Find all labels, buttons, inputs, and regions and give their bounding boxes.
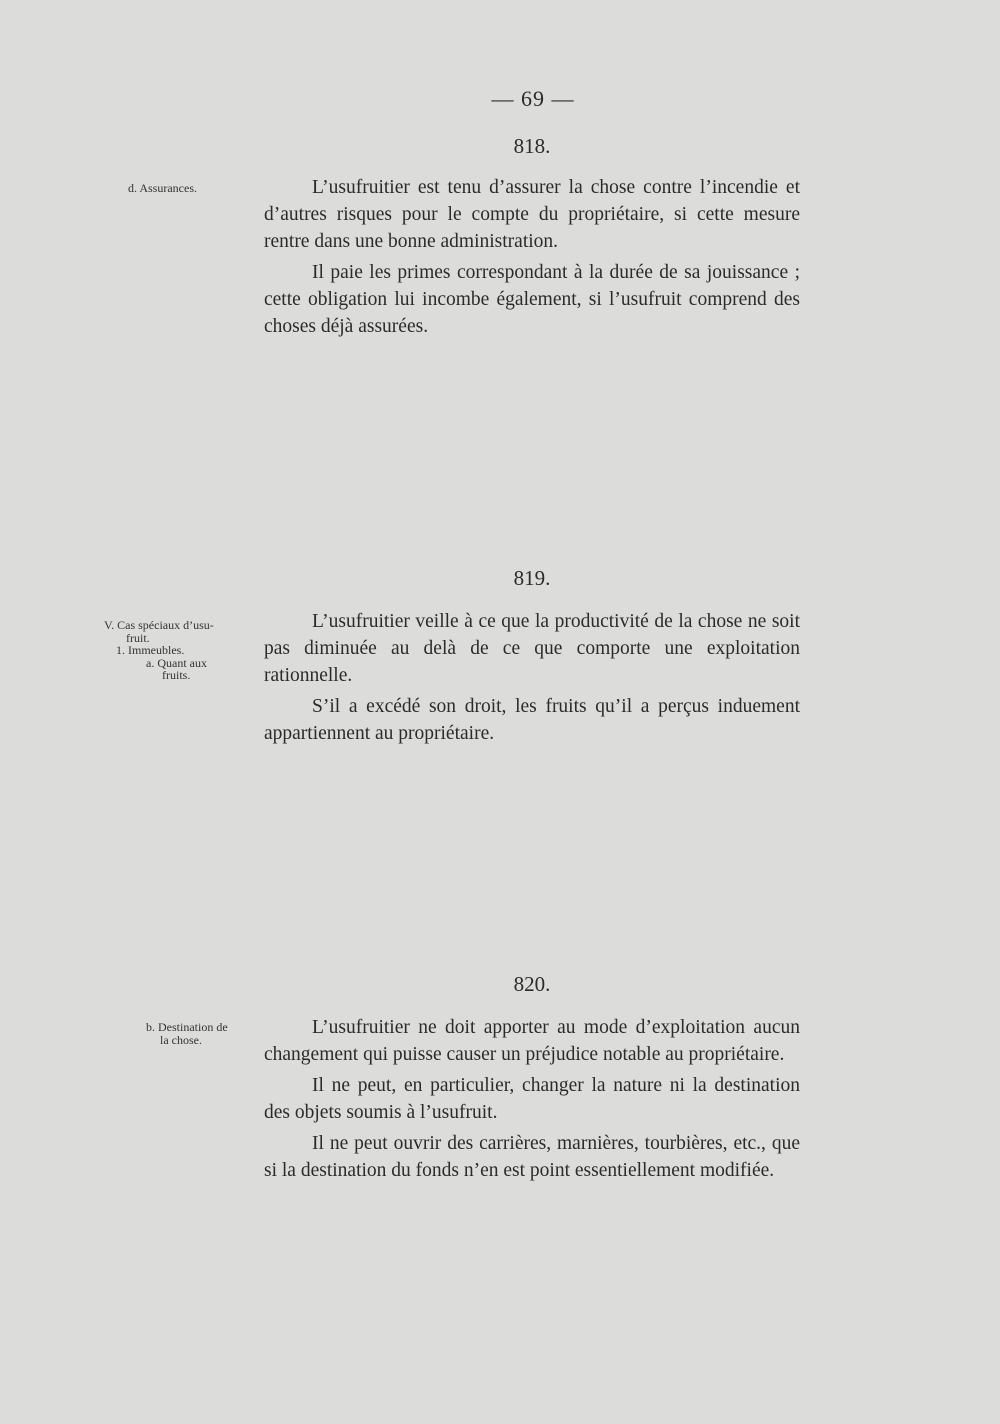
- marginal-line: la chose.: [160, 1032, 202, 1047]
- paragraph: S’il a excédé son droit, les fruits qu’il a perçus induement appartiennent au propriétaire.: [264, 696, 800, 744]
- article-number-820: 820.: [513, 972, 551, 996]
- marginal-line: a. Quant aux: [146, 655, 207, 670]
- article-number-818: 818.: [513, 134, 551, 158]
- marginal-line: fruits.: [162, 668, 191, 682]
- paragraph: Il paie les primes correspondant à la durée de sa jouissance ; cette obligation lui incombe également, si l’usufruit comprend des choses déjà assurées.: [264, 262, 800, 337]
- marginal-line: 1. Immeubles.: [116, 643, 185, 657]
- marginal-line: d. Assurances.: [128, 181, 197, 195]
- marginal-line: b. Destination de: [146, 1020, 228, 1034]
- article-body-818: [264, 174, 800, 344]
- paragraph: L’usufruitier est tenu d’assurer la chose contre l’incendie et d’autres risques pour le compte du propriétaire, si cette mesure rentre dans une bonne administration.: [264, 177, 800, 252]
- article-body-819: [264, 608, 800, 751]
- paragraph: Il ne peut ouvrir des carrières, marnières, tourbières, etc., que si la destination du fonds n’en est point essentiellement modifiée.: [264, 1133, 800, 1181]
- page-number: — 69 —: [491, 86, 575, 111]
- marginal-note-819: [104, 619, 214, 682]
- marginal-note-818: [128, 182, 197, 195]
- article-body-820: [264, 1014, 800, 1188]
- marginal-note-820: [146, 1021, 228, 1046]
- paragraph: L’usufruitier ne doit apporter au mode d’exploitation aucun changement qui puisse causer un préjudice notable au propriétaire.: [264, 1017, 800, 1065]
- marginal-line: fruit.: [126, 630, 150, 645]
- article-number-819: 819.: [513, 566, 551, 590]
- paragraph: Il ne peut, en particulier, changer la nature ni la destination des objets soumis à l’usufruit.: [264, 1075, 800, 1123]
- paragraph: L’usufruitier veille à ce que la productivité de la chose ne soit pas diminuée au delà de ce que comporte une exploitation rationnelle.: [264, 611, 800, 686]
- marginal-line: V. Cas spéciaux d’usu-: [104, 618, 214, 632]
